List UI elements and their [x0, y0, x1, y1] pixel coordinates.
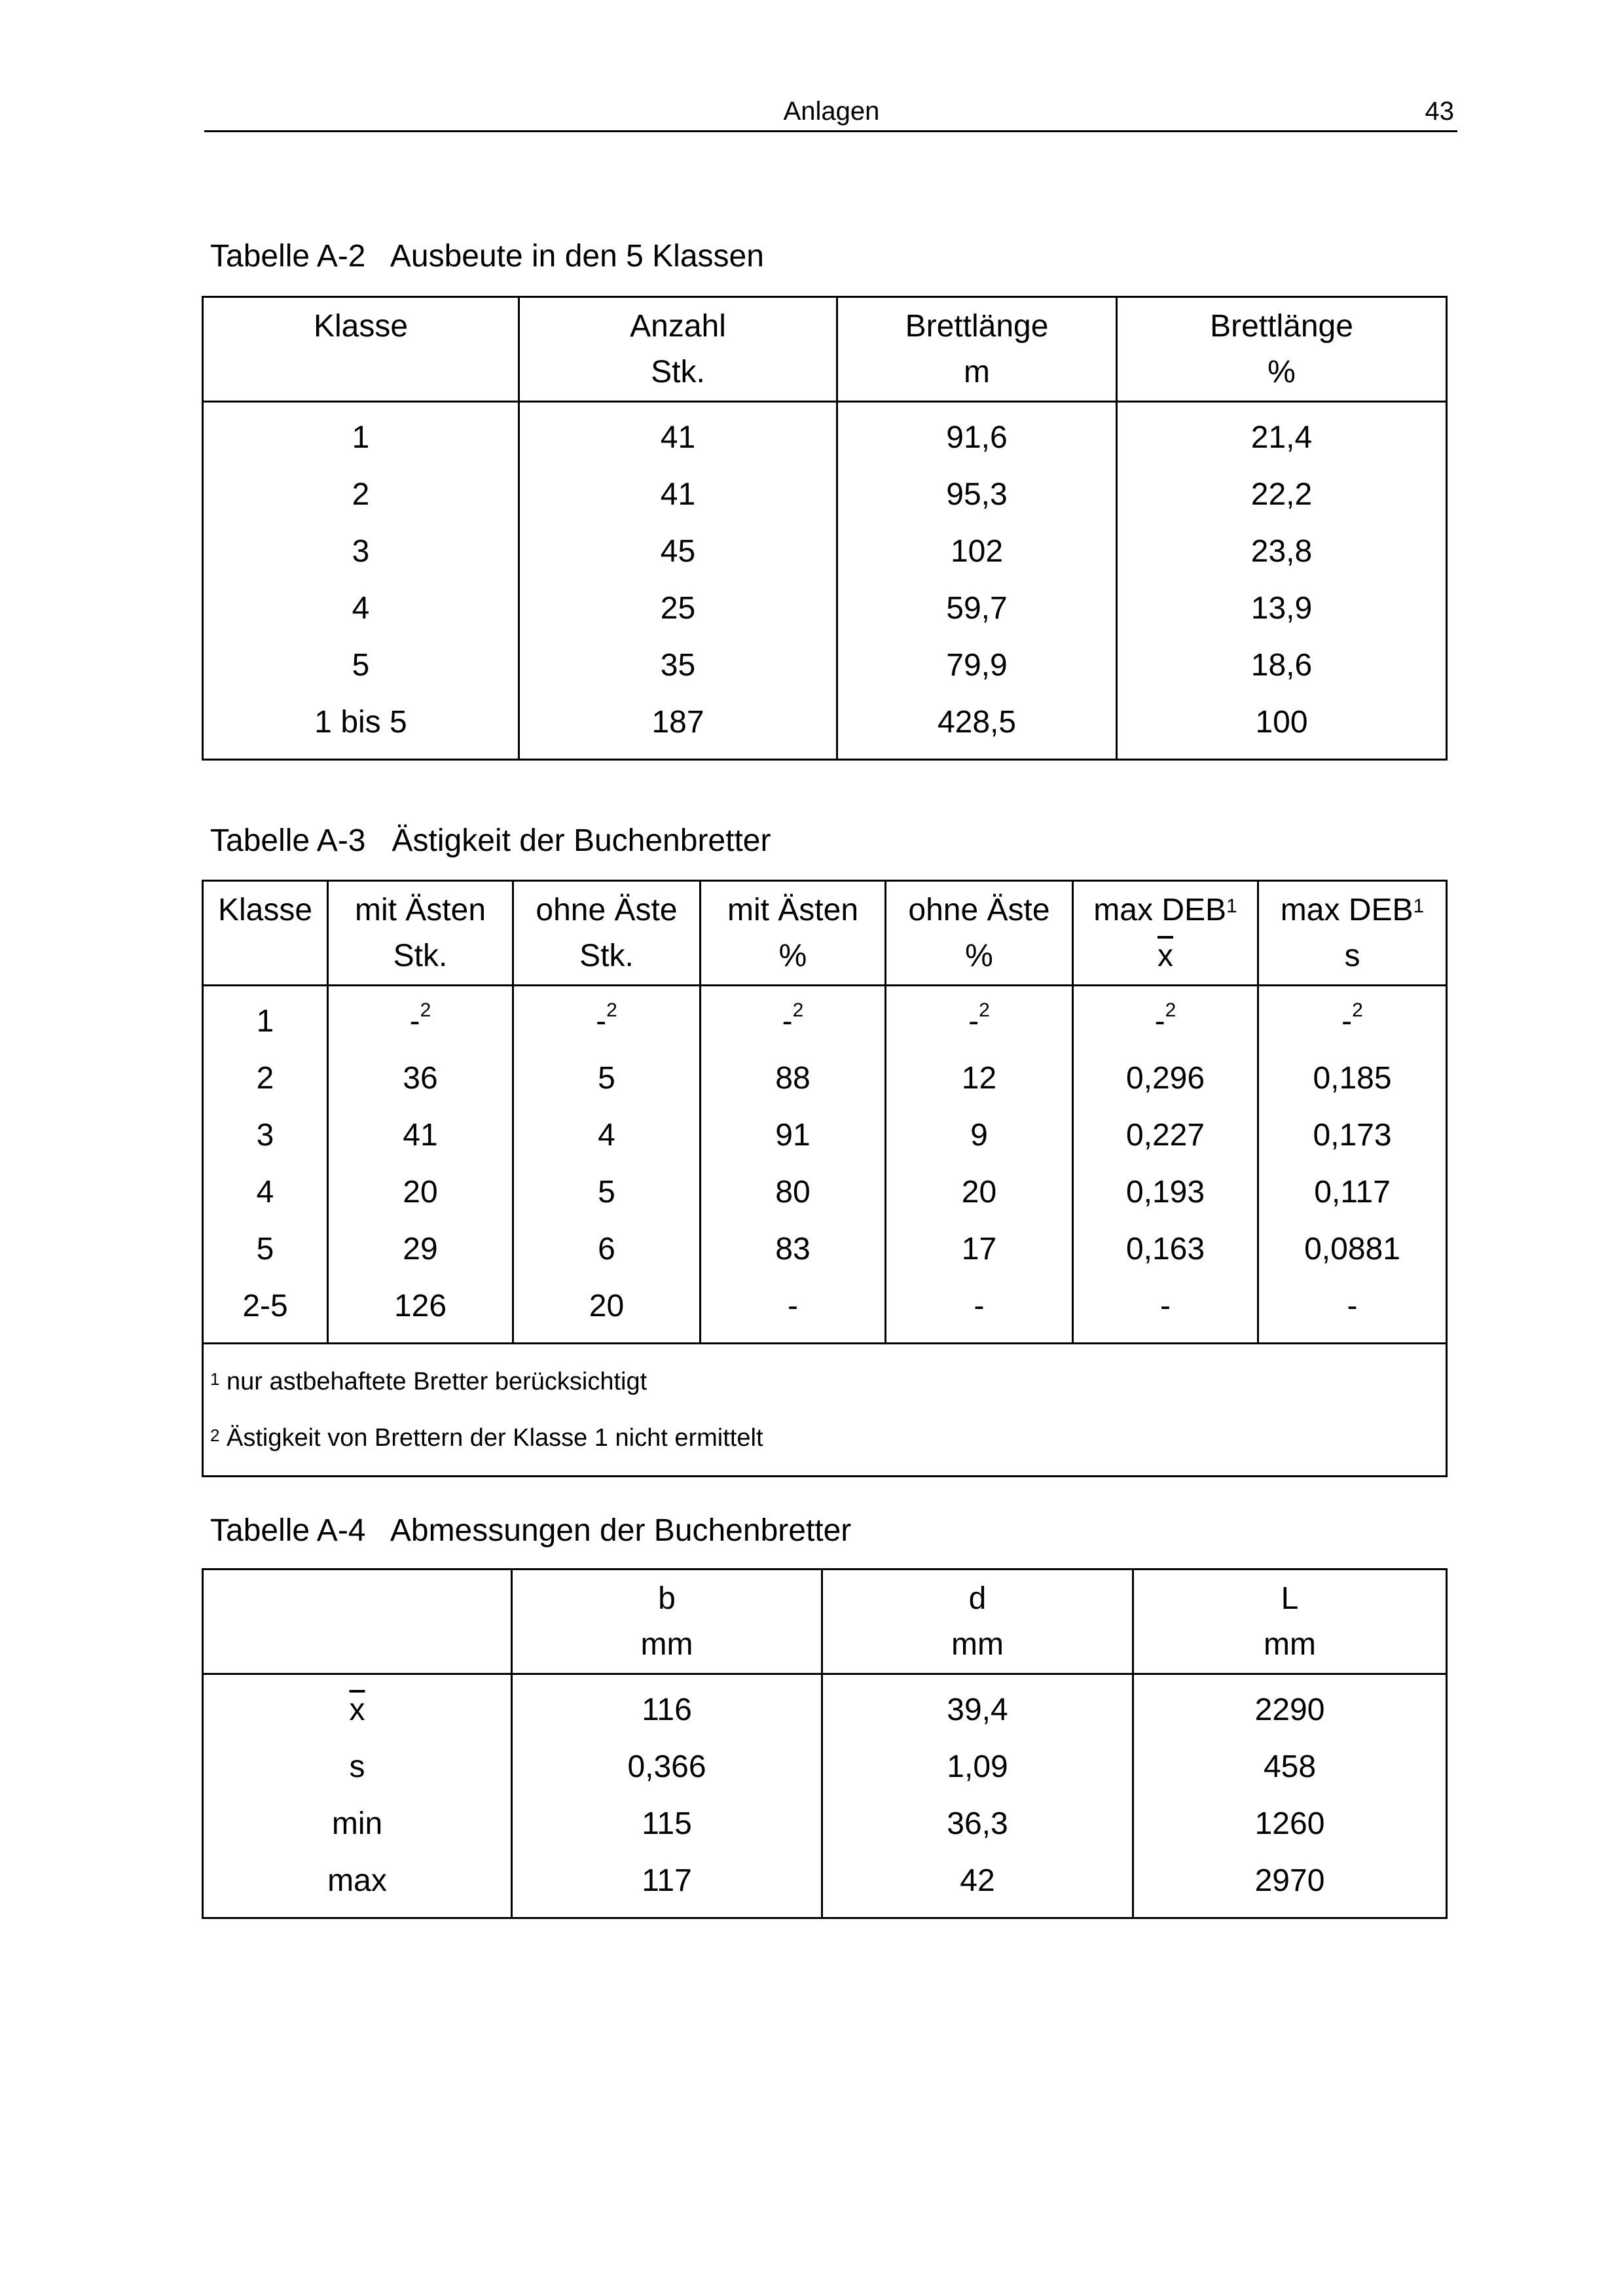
table-cell [513, 1050, 701, 1107]
footnote-mark: 1 [1226, 895, 1237, 917]
footnote-mark: 1 [210, 1369, 220, 1389]
header-unit: % [778, 938, 807, 973]
table-cell [328, 986, 513, 1050]
cell-value: 428,5 [937, 705, 1017, 740]
table-cell [203, 986, 328, 1050]
cell-value: - [788, 1289, 798, 1323]
header-cell [822, 1570, 1133, 1674]
table-cell [1073, 986, 1258, 1050]
cell-value: $\overline{x}$ [349, 1693, 365, 1727]
table-cell [328, 1107, 513, 1164]
footnote [210, 1410, 1439, 1466]
cell-value: 22,2 [1250, 477, 1313, 512]
cell-value: s [349, 1749, 365, 1784]
header-label: max DEB [1280, 892, 1413, 927]
cell-value: 79,9 [946, 648, 1008, 683]
table-cell [822, 1738, 1133, 1795]
cell-value: 25 [660, 591, 696, 626]
table-cell [1133, 1795, 1447, 1852]
header-cell [886, 881, 1073, 986]
table-cell [1117, 523, 1447, 580]
cell-value: 0,173 [1313, 1118, 1392, 1153]
header-unit: Stk. [393, 938, 448, 973]
table-cell [203, 1852, 512, 1918]
cell-value: 0,0881 [1304, 1232, 1400, 1266]
cell-value: 117 [642, 1863, 692, 1898]
cell-value: - [782, 1004, 793, 1039]
header-unit: mm [951, 1626, 1004, 1662]
cell-value: 80 [775, 1175, 811, 1210]
table-cell [837, 402, 1117, 467]
table-cell [886, 1164, 1073, 1221]
cell-value: 0,163 [1125, 1232, 1205, 1266]
table-row [203, 1221, 1447, 1278]
table-cell [513, 1278, 701, 1344]
cell-value: 6 [598, 1232, 615, 1266]
table-cell [886, 1221, 1073, 1278]
page-number: 43 [1425, 97, 1454, 126]
running-header-title: Anlagen [783, 97, 880, 126]
cell-value: 88 [775, 1061, 811, 1096]
cell-value: 91 [775, 1118, 811, 1153]
cell-value: 0,185 [1313, 1061, 1392, 1096]
table-cell [512, 1852, 822, 1918]
cell-value: 9 [970, 1118, 988, 1153]
cell-value: 187 [651, 705, 704, 740]
cell-value: 12 [961, 1061, 997, 1096]
cell-value: 20 [589, 1289, 625, 1323]
table-cell [512, 1795, 822, 1852]
table-cell [1073, 1164, 1258, 1221]
header-cell [203, 881, 328, 986]
header-label: Klasse [313, 308, 409, 344]
table-row [203, 694, 1447, 760]
table-cell [513, 1164, 701, 1221]
table-cell [519, 637, 837, 694]
header-label: b [658, 1581, 676, 1616]
table-cell [328, 1221, 513, 1278]
header-label: mit Ästen [727, 892, 859, 927]
cell-value: 3 [352, 534, 370, 569]
header-unit: Stk. [651, 354, 705, 389]
table-a4 [202, 1568, 1448, 1919]
table-cell [1117, 637, 1447, 694]
table-cell [1073, 1278, 1258, 1344]
cell-value: - [1154, 1004, 1165, 1039]
footnotes [203, 1344, 1447, 1477]
table-cell [203, 637, 519, 694]
cell-value: 1 [352, 420, 370, 455]
table-cell [1258, 986, 1447, 1050]
header-cell [1133, 1570, 1447, 1674]
table-cell [203, 1107, 328, 1164]
table-cell [1258, 1107, 1447, 1164]
table-row [203, 1278, 1447, 1344]
footnote-mark: 2 [1352, 999, 1363, 1021]
table-cell [822, 1852, 1133, 1918]
cell-value: 0,193 [1125, 1175, 1205, 1210]
header-row [203, 1570, 1447, 1674]
header-unit: m [964, 354, 990, 389]
cell-value: 102 [950, 534, 1004, 569]
cell-value: - [968, 1004, 979, 1039]
table-cell [203, 694, 519, 760]
cell-value: 91,6 [946, 420, 1008, 455]
header-label: ohne Äste [908, 892, 1050, 927]
table-cell [837, 580, 1117, 637]
footnote-mark: 2 [606, 999, 617, 1021]
table-cell [203, 402, 519, 467]
table-cell [1258, 1221, 1447, 1278]
cell-value: 5 [598, 1175, 615, 1210]
footnote-mark: 1 [1413, 895, 1425, 917]
cell-value: 458 [1263, 1749, 1317, 1784]
table-cell [1258, 1278, 1447, 1344]
table-cell [1133, 1738, 1447, 1795]
table-cell [1073, 1221, 1258, 1278]
table-cell [519, 694, 837, 760]
cell-value: - [1341, 1004, 1353, 1039]
table-cell [701, 986, 886, 1050]
table-row [203, 1164, 1447, 1221]
table-cell [1073, 1107, 1258, 1164]
cell-value: 95,3 [946, 477, 1008, 512]
table-cell [1117, 466, 1447, 523]
header-cell [519, 297, 837, 402]
header-row [203, 881, 1447, 986]
cell-value: 17 [961, 1232, 997, 1266]
header-label: Klasse [217, 892, 313, 927]
cell-value: 126 [393, 1289, 447, 1323]
footnote-mark: 2 [420, 999, 431, 1021]
table-cell [1117, 580, 1447, 637]
cell-value: 2970 [1254, 1863, 1325, 1898]
table-cell [886, 1107, 1073, 1164]
header-label: Brettlänge [1210, 308, 1353, 344]
cell-value: 23,8 [1250, 534, 1313, 569]
cell-value: 5 [256, 1232, 274, 1266]
cell-value: - [596, 1004, 607, 1039]
footnote-mark: 2 [792, 999, 804, 1021]
cell-value: 0,296 [1125, 1061, 1205, 1096]
table-row [203, 1107, 1447, 1164]
cell-value: 4 [598, 1118, 615, 1153]
cell-value: 2 [352, 477, 370, 512]
cell-value: 59,7 [946, 591, 1008, 626]
table-a3-caption: Tabelle A-3 Ästigkeit der Buchenbretter [210, 823, 771, 858]
cell-value: 5 [352, 648, 370, 683]
table-cell [513, 1107, 701, 1164]
cell-value: 42 [960, 1863, 995, 1898]
table-row [203, 466, 1447, 523]
cell-value: - [1160, 1289, 1171, 1323]
header-unit: % [1267, 354, 1296, 389]
table-a3 [202, 880, 1448, 1477]
table-cell [203, 523, 519, 580]
table-cell [1133, 1674, 1447, 1739]
table-cell [512, 1674, 822, 1739]
cell-value: 1,09 [947, 1749, 1008, 1784]
table-row [203, 1852, 1447, 1918]
table-cell [203, 1050, 328, 1107]
header-label: L [1281, 1581, 1299, 1616]
header-cell [837, 297, 1117, 402]
header-cell [1073, 881, 1258, 986]
table-cell [203, 1738, 512, 1795]
table-cell [837, 466, 1117, 523]
table-row [203, 637, 1447, 694]
cell-value: - [409, 1004, 420, 1039]
table-cell [328, 1050, 513, 1107]
header-label: max DEB [1093, 892, 1227, 927]
cell-value: 3 [256, 1118, 274, 1153]
table-cell [886, 986, 1073, 1050]
footnote-text: Ästigkeit von Brettern der Klasse 1 nicht ermittelt [227, 1424, 763, 1452]
table-cell [512, 1738, 822, 1795]
header-unit: mm [640, 1626, 693, 1662]
table-cell [837, 694, 1117, 760]
cell-value: 41 [660, 420, 696, 455]
cell-value: 36 [403, 1061, 438, 1096]
table-cell [203, 1674, 512, 1739]
header-row [203, 297, 1447, 402]
cell-value: 0,227 [1125, 1118, 1205, 1153]
table-cell [701, 1107, 886, 1164]
cell-value: max [327, 1863, 387, 1898]
cell-value: 100 [1255, 705, 1308, 740]
header-label: ohne Äste [536, 892, 678, 927]
header-unit: % [965, 938, 993, 973]
table-cell [1117, 694, 1447, 760]
cell-value: - [1347, 1289, 1358, 1323]
table-cell [1117, 402, 1447, 467]
table-row [203, 1795, 1447, 1852]
table-cell [837, 637, 1117, 694]
cell-value: 0,366 [627, 1749, 706, 1784]
header-cell [512, 1570, 822, 1674]
cell-value: 45 [660, 534, 696, 569]
footnote-mark: 2 [979, 999, 990, 1021]
table-cell [203, 466, 519, 523]
table-cell [513, 1221, 701, 1278]
table-row [203, 580, 1447, 637]
table-cell [203, 580, 519, 637]
cell-value: 5 [598, 1061, 615, 1096]
table-cell [701, 1221, 886, 1278]
cell-value: 4 [256, 1175, 274, 1210]
table-cell [1258, 1050, 1447, 1107]
cell-value: 36,3 [947, 1806, 1008, 1841]
cell-value: 41 [660, 477, 696, 512]
cell-value: 1260 [1254, 1806, 1325, 1841]
footnote-row [203, 1344, 1447, 1477]
cell-value: 1 [256, 1004, 274, 1039]
table-cell [519, 523, 837, 580]
cell-value: 2 [256, 1061, 274, 1096]
footnote-text: nur astbehaftete Bretter berücksichtigt [227, 1368, 647, 1395]
table-cell [328, 1164, 513, 1221]
table-a2 [202, 296, 1448, 761]
cell-value: 83 [775, 1232, 811, 1266]
table-cell [203, 1278, 328, 1344]
cell-value: 1 bis 5 [314, 705, 407, 740]
cell-value: 20 [403, 1175, 438, 1210]
header-label: Brettlänge [905, 308, 1049, 344]
table-row [203, 1050, 1447, 1107]
header-label: d [968, 1581, 987, 1616]
cell-value: 2290 [1254, 1693, 1325, 1727]
table-cell [203, 1221, 328, 1278]
table-row [203, 523, 1447, 580]
cell-value: 115 [642, 1806, 692, 1841]
footnote-mark: 2 [210, 1426, 220, 1445]
cell-value: 0,117 [1314, 1175, 1391, 1210]
cell-value: 116 [642, 1693, 692, 1727]
table-row [203, 402, 1447, 467]
cell-value: min [331, 1806, 383, 1841]
table-cell [1073, 1050, 1258, 1107]
table-cell [519, 580, 837, 637]
header-cell [1258, 881, 1447, 986]
table-cell [1258, 1164, 1447, 1221]
table-cell [822, 1795, 1133, 1852]
cell-value: 18,6 [1250, 648, 1313, 683]
table-cell [328, 1278, 513, 1344]
table-cell [1133, 1852, 1447, 1918]
table-cell [886, 1278, 1073, 1344]
cell-value: 35 [660, 648, 696, 683]
header-unit: mm [1264, 1626, 1316, 1662]
header-cell [1117, 297, 1447, 402]
table-cell [701, 1164, 886, 1221]
table-cell [513, 986, 701, 1050]
table-a2-caption: Tabelle A-2 Ausbeute in den 5 Klassen [210, 239, 764, 274]
header-label: mit Ästen [354, 892, 486, 927]
table-cell [822, 1674, 1133, 1739]
header-cell [513, 881, 701, 986]
cell-value: 4 [352, 591, 370, 626]
header-unit: $\overline{x}$ [1158, 938, 1173, 973]
table-row [203, 1738, 1447, 1795]
footnote [210, 1354, 1439, 1410]
table-cell [886, 1050, 1073, 1107]
header-cell [203, 1570, 512, 1674]
cell-value: 41 [403, 1118, 438, 1153]
header-cell [203, 297, 519, 402]
header-cell [701, 881, 886, 986]
cell-value: 39,4 [947, 1693, 1008, 1727]
table-row [203, 1674, 1447, 1739]
header-unit: s [1344, 938, 1360, 973]
cell-value: - [974, 1289, 985, 1323]
table-cell [701, 1278, 886, 1344]
header-cell [328, 881, 513, 986]
table-cell [519, 402, 837, 467]
cell-value: 2-5 [242, 1289, 288, 1323]
cell-value: 21,4 [1250, 420, 1313, 455]
table-a4-caption: Tabelle A-4 Abmessungen der Buchenbretter [210, 1513, 852, 1548]
table-cell [837, 523, 1117, 580]
header-unit: Stk. [579, 938, 634, 973]
table-cell [203, 1164, 328, 1221]
table-row [203, 986, 1447, 1050]
header-label: Anzahl [630, 308, 726, 344]
footnote-mark: 2 [1165, 999, 1176, 1021]
header-rule [204, 130, 1457, 132]
table-cell [519, 466, 837, 523]
cell-value: 20 [961, 1175, 997, 1210]
cell-value: 13,9 [1250, 591, 1313, 626]
table-cell [203, 1795, 512, 1852]
cell-value: 29 [403, 1232, 438, 1266]
table-cell [701, 1050, 886, 1107]
